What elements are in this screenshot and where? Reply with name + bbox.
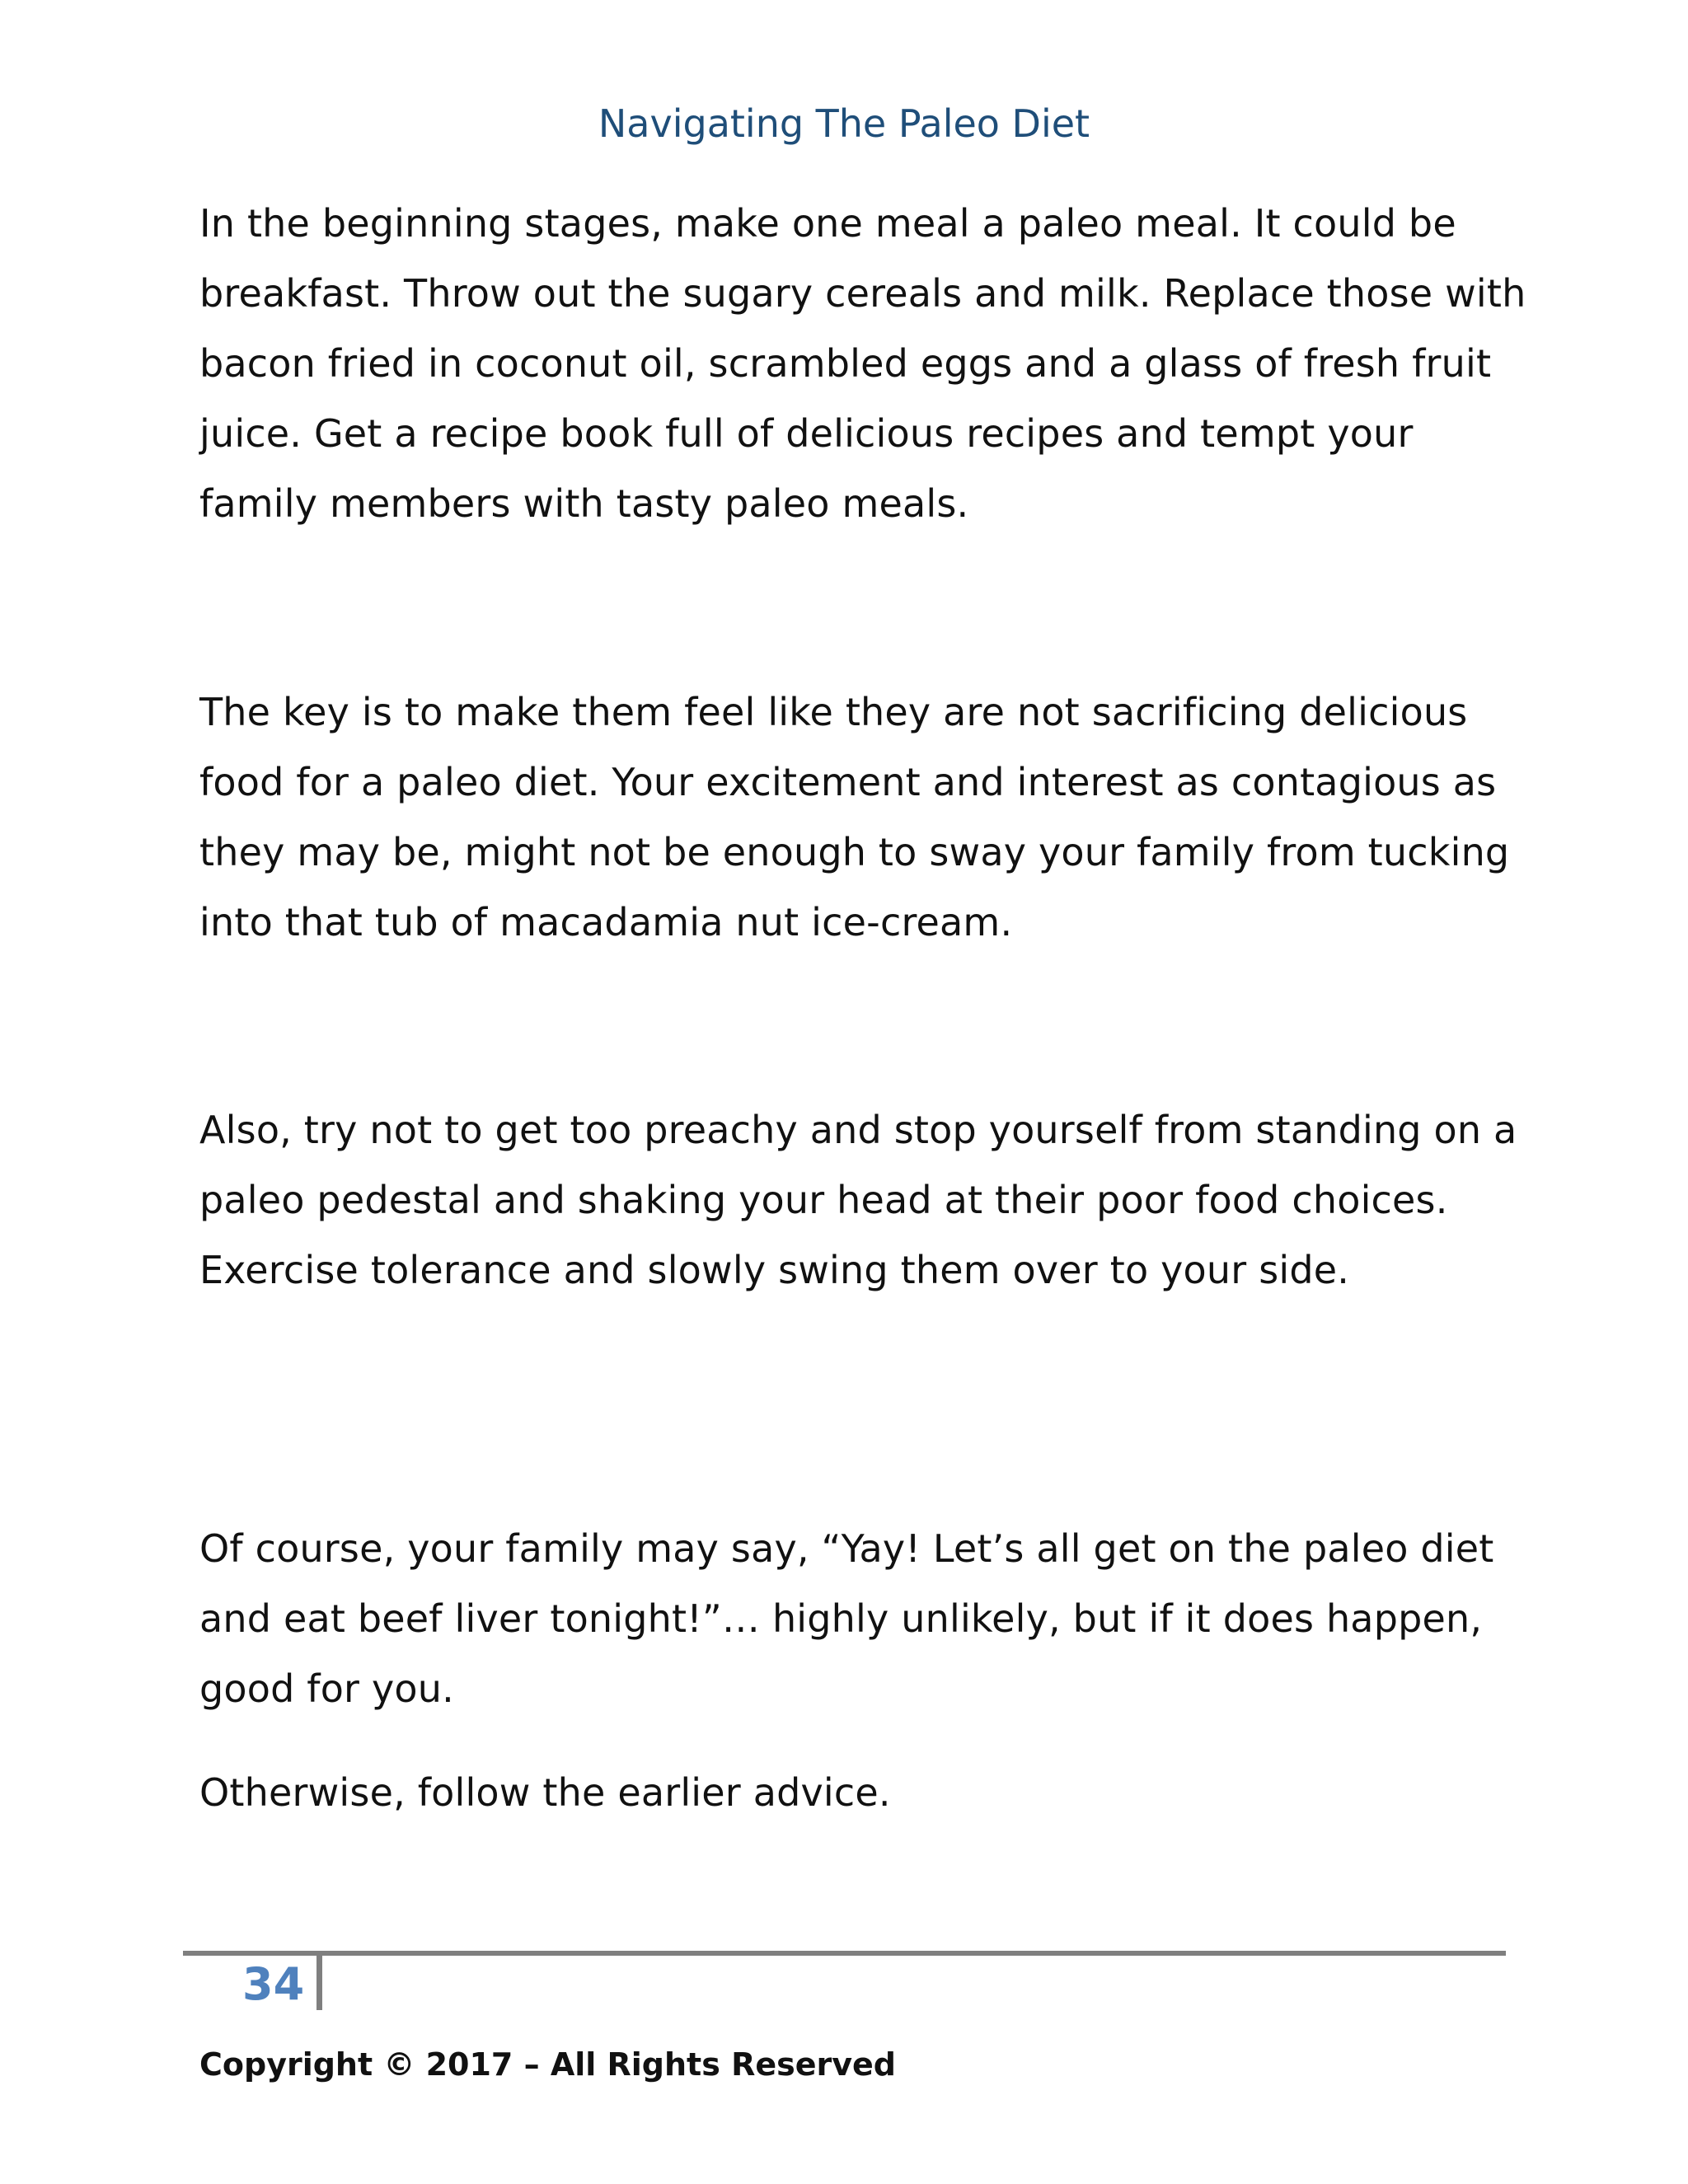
body-paragraph: Also, try not to get too preachy and stop yourself from standing on a paleo pedestal and shaking your head at their poor food choices. Exercise tolerance and slowly swing them over to your side. bbox=[199, 1108, 1517, 1292]
page-number: 34 bbox=[242, 1958, 305, 2010]
footer-rule bbox=[183, 1951, 1506, 1956]
body-paragraph: In the beginning stages, make one meal a paleo meal. It could be breakfast. Throw out the sugary cereals and milk. Replace those with bacon fried in coconut oil, scrambled eggs and a glass of fresh fruit juice. Get a recipe book full of delicious recipes and tempt your family members with tasty paleo meals. bbox=[199, 201, 1526, 526]
body-paragraph: The key is to make them feel like they are not sacrificing delicious food for a paleo diet. Your excitement and interest as contagious as they may be, might not be enough to sway your family from tucking into that tub of macadamia nut ice-cream. bbox=[199, 690, 1510, 944]
body-paragraph: Of course, your family may say, “Yay! Let’s all get on the paleo diet and eat beef liver tonight!”… highly unlikely, but if it does happen, good for you. bbox=[199, 1526, 1494, 1711]
body-paragraph: Otherwise, follow the earlier advice. bbox=[199, 1770, 891, 1815]
running-header-title: Navigating The Paleo Diet bbox=[598, 101, 1090, 146]
page-number-divider bbox=[316, 1955, 322, 2010]
copyright-notice: Copyright © 2017 – All Rights Reserved bbox=[199, 2046, 896, 2083]
